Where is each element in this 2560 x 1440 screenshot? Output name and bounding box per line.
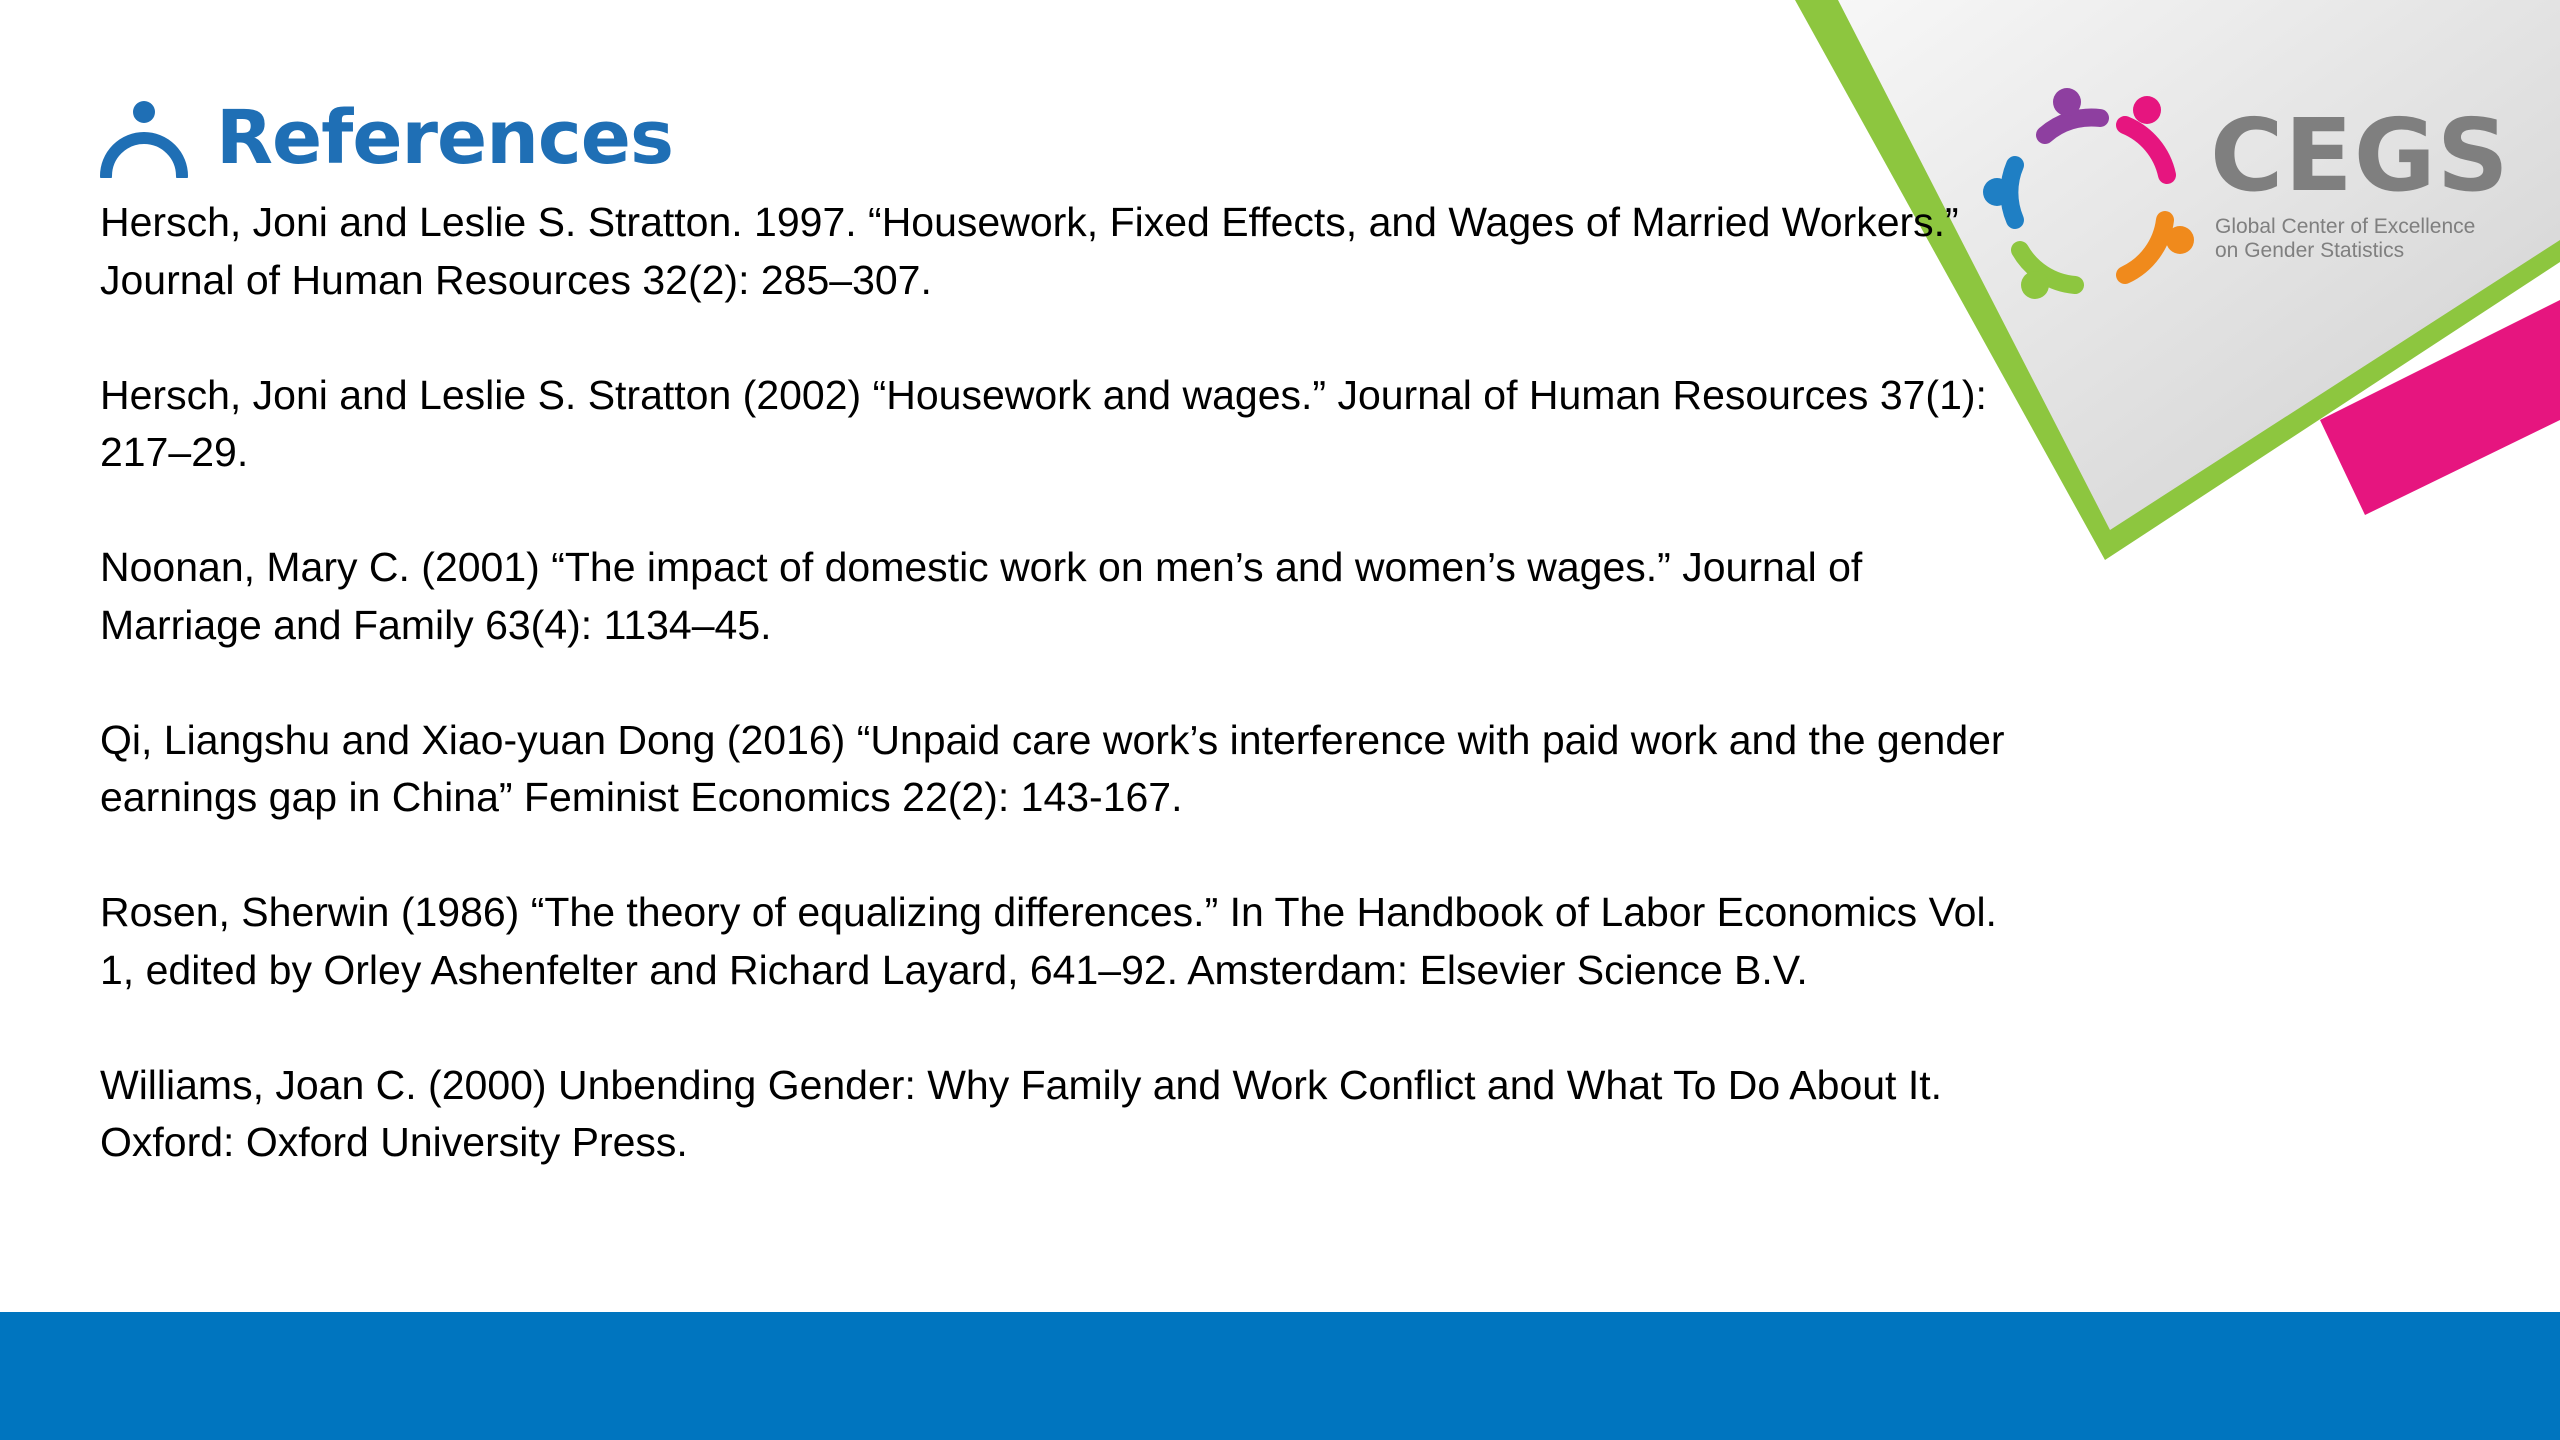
reference-item: Rosen, Sherwin (1986) “The theory of equalizing differences.” In The Handbook of Labor Economics Vol. 1, edited by Orley Ashenfelter and Richard Layard, 641–92. Amsterdam: Elsevier Science B.V. [100,889,1997,993]
reference-item: Hersch, Joni and Leslie S. Stratton. 1997. “Housework, Fixed Effects, and Wages of Married Workers.” Journal of Human Resources 32(2): 285–307. [100,199,1959,303]
logo-subtitle-line1: Global Center of Excellence [2215,215,2476,238]
logo-subtitle-line2: on Gender Statistics [2215,239,2405,262]
reference-item: Noonan, Mary C. (2001) “The impact of domestic work on men’s and women’s wages.” Journal of Marriage and Family 63(4): 1134–45. [100,544,1863,648]
reference-item: Hersch, Joni and Leslie S. Stratton (2002) “Housework and wages.” Journal of Human Resources 37(1): 217–29. [100,371,1987,475]
reference-item: Williams, Joan C. (2000) Unbending Gender: Why Family and Work Conflict and What To Do About It. Oxford: Oxford University Press. [100,1061,1943,1165]
cegs-logo [1975,80,2535,310]
person-icon [98,98,190,178]
reference-item: Qi, Liangshu and Xiao-yuan Dong (2016) “Unpaid care work’s interference with paid work and the gender earnings gap in China” Feminist Economics 22(2): 143-167. [100,716,2005,820]
footer-bar [0,1312,2560,1440]
logo-acronym: CEGS [2210,97,2510,214]
references-list [100,194,2030,1229]
page-title: References [216,95,674,181]
title-row [98,88,673,188]
